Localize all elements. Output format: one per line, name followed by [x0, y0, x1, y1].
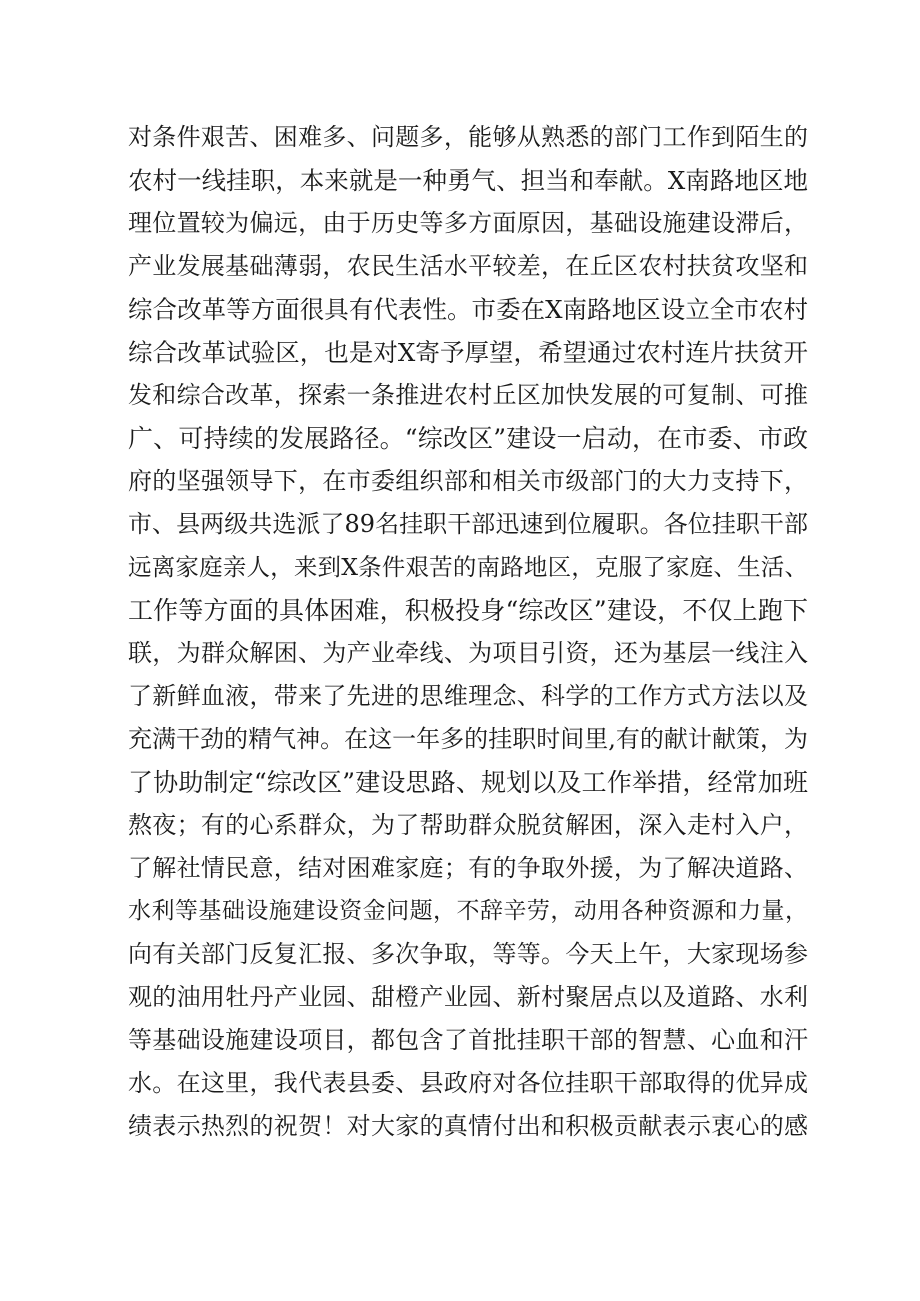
text-line-16: 了协助制定“综改区”建设思路、规划以及工作举措，经常加班: [128, 768, 808, 797]
text-line-18: 了解社情民意，结对困难家庭；有的争取外援，为了解决道路、: [128, 854, 808, 882]
text-line-19: 水利等基础设施建设资金问题，不辞辛劳，动用各种资源和力量，: [128, 898, 808, 924]
text-line-11: 远离家庭亲人，来到X条件艰苦的南路地区，克服了家庭、生活、: [128, 553, 808, 581]
text-line-15: 充满干劲的精气神。在这一年多的挂职时间里,有的献计献策，为: [128, 725, 808, 753]
body-paragraph: [128, 116, 808, 1148]
text-line-5: 综合改革等方面很具有代表性。市委在X南路地区设立全市农村: [128, 295, 808, 324]
text-line-23: 水。在这里，我代表县委、县政府对各位挂职干部取得的优异成: [128, 1069, 808, 1097]
text-line-2: 农村一线挂职，本来就是一种勇气、担当和奉献。X南路地区地: [128, 166, 808, 195]
text-line-22: 等基础设施建设项目，都包含了首批挂职干部的智慧、心血和汗: [128, 1026, 808, 1054]
text-line-21: 观的油用牡丹产业园、甜橙产业园、新村聚居点以及道路、水利: [128, 983, 808, 1011]
text-line-7: 发和综合改革，探索一条推进农村丘区加快发展的可复制、可推: [128, 381, 808, 409]
text-line-6: 综合改革试验区，也是对X寄予厚望，希望通过农村连片扶贫开: [128, 338, 808, 367]
text-line-4: 产业发展基础薄弱，农民生活水平较差，在丘区农村扶贫攻坚和: [128, 252, 808, 280]
text-line-3: 理位置较为偏远，由于历史等多方面原因，基础设施建设滞后，: [128, 209, 808, 237]
text-line-10: 市、县两级共选派了89名挂职干部迅速到位履职。各位挂职干部: [128, 510, 808, 538]
text-line-20: 向有关部门反复汇报、多次争取，等等。今天上午，大家现场参: [128, 940, 808, 968]
text-line-8: 广、可持续的发展路径。“综改区”建设一启动，在市委、市政: [128, 424, 808, 453]
text-line-17: 熬夜；有的心系群众，为了帮助群众脱贫解困，深入走村入户，: [128, 811, 808, 839]
text-line-9: 府的坚强领导下，在市委组织部和相关市级部门的大力支持下，: [128, 467, 808, 495]
text-line-12: 工作等方面的具体困难，积极投身“综改区”建设，不仅上跑下: [128, 596, 808, 625]
text-line-1: 对条件艰苦、困难多、问题多，能够从熟悉的部门工作到陌生的: [128, 123, 808, 151]
text-line-13: 联，为群众解困、为产业牵线、为项目引资，还为基层一线注入: [128, 639, 808, 667]
text-line-24: 绩表示热烈的祝贺！对大家的真情付出和积极贡献表示衷心的感: [128, 1112, 808, 1140]
text-line-14: 了新鲜血液，带来了先进的思维理念、科学的工作方式方法以及: [128, 682, 808, 710]
